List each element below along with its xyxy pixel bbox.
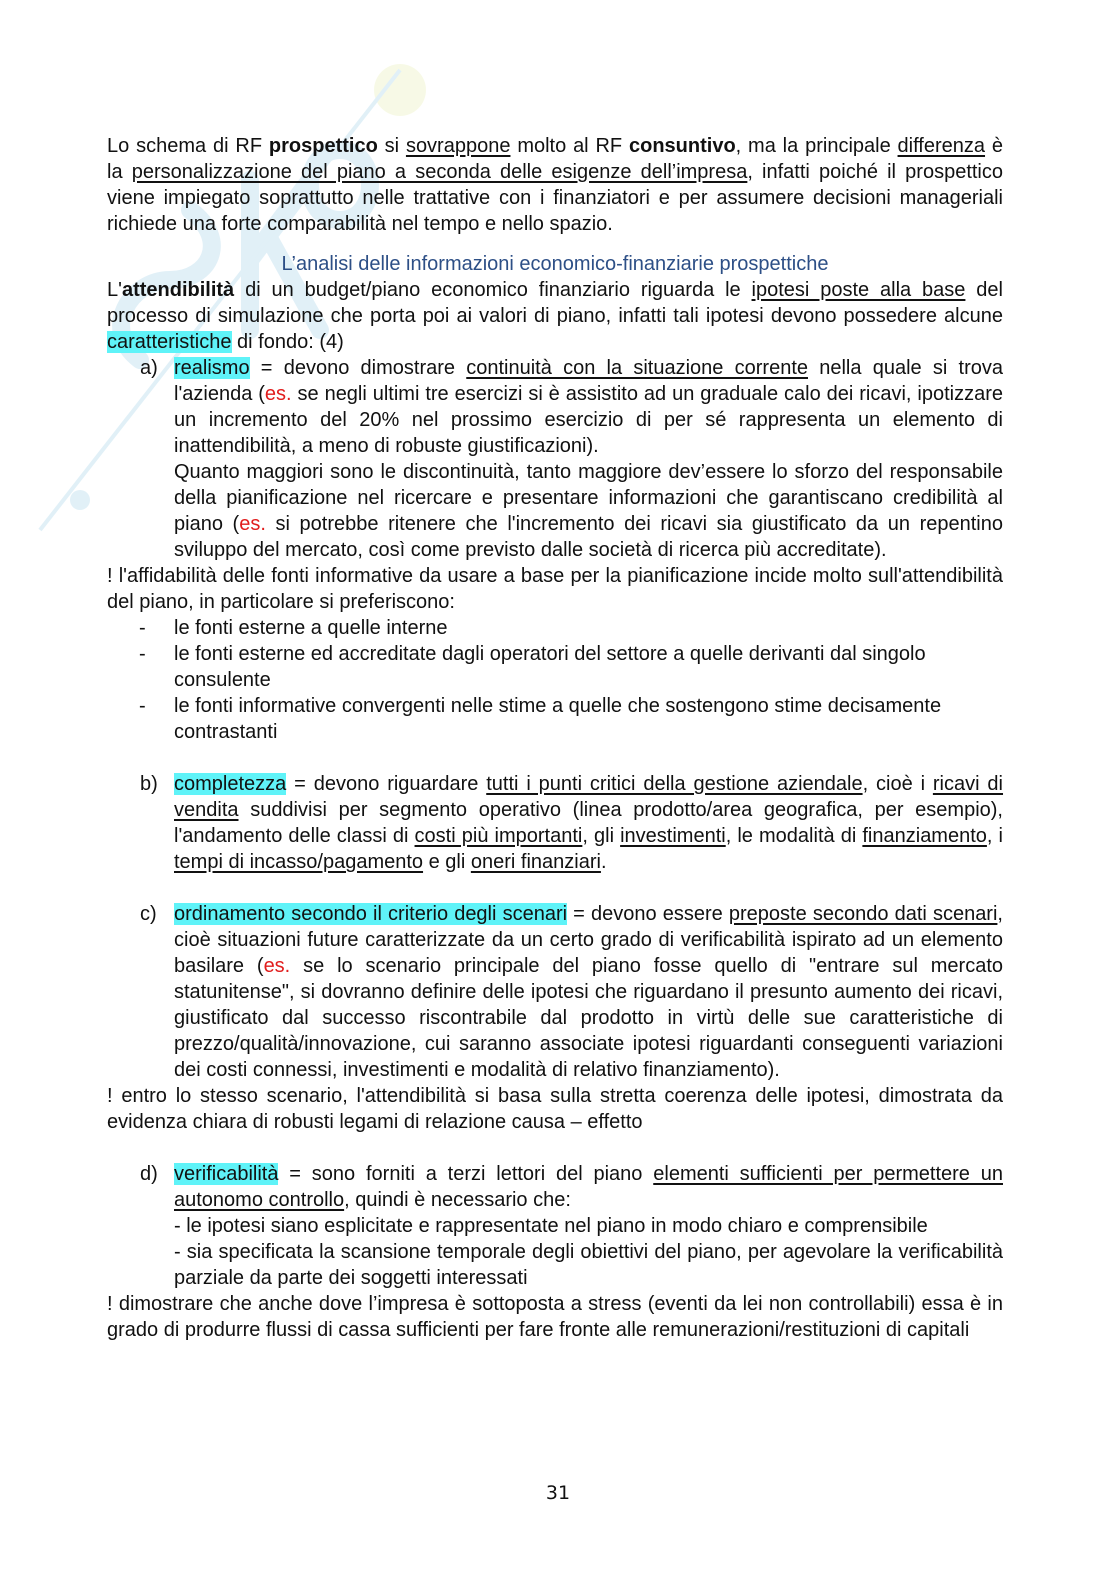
text: , cioè situazioni future caratterizzate da un certo grado di verificabilità ispirato ad un elemento basilare (: [174, 903, 1003, 977]
underlined-term: elementi sufficienti per permettere un autonomo controllo: [174, 1163, 1003, 1211]
item-b-text: [174, 771, 1003, 875]
underlined-term: costi più importanti: [414, 825, 583, 847]
text: L': [107, 279, 122, 301]
dash-bullet: -: [139, 643, 146, 665]
spacer: [107, 875, 1003, 901]
underlined-term: oneri finanziari: [470, 851, 601, 873]
text: e gli: [423, 851, 471, 873]
underlined-term: ricavi di vendita: [174, 773, 1004, 821]
note-fonti: ! l'affidabilità delle fonti informative da usare a base per la pianificazione incide molto sull'attendibilità del piano, in particolare si preferiscono:: [107, 565, 1003, 613]
note-stress: ! dimostrare che anche dove l’impresa è sottoposta a stress (eventi da lei non controllabili) essa è in grado di produrre flussi di cassa sufficienti per fare fronte alle remunerazioni/restituzioni di capitali: [107, 1293, 1003, 1341]
text: nella quale si trova l'azienda (: [174, 357, 1003, 405]
text: Quanto maggiori sono le discontinuità, tanto maggiore dev’essere lo sforzo del responsabile della pianificazione nel ricercare e presentare informazioni che garantiscano credibilità al piano (: [174, 461, 1003, 535]
underlined-term: investimenti: [620, 825, 726, 847]
text: = devono essere: [567, 903, 729, 925]
underlined-term: continuità con la situazione corrente: [466, 357, 808, 379]
text: è la: [107, 135, 1003, 183]
item-d-sub-2: - sia specificata la scansione temporale degli obiettivi del piano, per agevolare la verificabilità parziale da parte dei soggetti interessati: [174, 1241, 1003, 1289]
text: , ma la principale: [735, 135, 898, 157]
dash-bullet: -: [139, 695, 146, 717]
spacer: [107, 1135, 1003, 1161]
item-a-text: [174, 355, 1003, 459]
highlighted-term: completezza: [174, 773, 287, 795]
text: se negli ultimi tre esercizi si è assistito ad un graduale calo dei ricavi, ipotizzare un incremento del 20% nel prossimo esercizio di per sé rappresenta un elemento di inattendibilità, a meno di robuste giustificazioni).: [174, 383, 1003, 457]
text: , i: [986, 825, 1003, 847]
underlined-term: finanziamento: [862, 825, 987, 847]
text: , cioè i: [862, 773, 933, 795]
bold-term: consuntivo: [628, 135, 736, 157]
text: molto al RF: [510, 135, 629, 157]
list-label: b): [140, 773, 158, 795]
text: del processo di simulazione che porta poi ai valori di piano, infatti tali ipotesi devono possedere alcune: [107, 279, 1003, 327]
text: Lo schema di RF: [107, 135, 269, 157]
underlined-term: differenza: [897, 135, 986, 157]
text: .: [600, 851, 607, 873]
example-marker: es.: [263, 955, 291, 977]
item-d-sub-1: - le ipotesi siano esplicitate e rappresentate nel piano in modo chiaro e comprensibile: [174, 1215, 928, 1237]
text: le fonti esterne ed accreditate dagli operatori del settore a quelle derivanti dal singolo consulente: [174, 643, 926, 691]
highlighted-term: realismo: [174, 357, 250, 379]
list-label: a): [140, 357, 158, 379]
list-item-b: [107, 771, 1003, 875]
list-item-dash: [107, 641, 1003, 693]
list-item-dash: [107, 693, 1003, 745]
underlined-term: ipotesi poste alla base: [751, 279, 966, 301]
text: di un budget/piano economico finanziario riguarda le: [234, 279, 752, 301]
text: se lo scenario principale del piano fosse quello di "entrare sul mercato statunitense", si dovranno definire delle ipotesi che riguardano il presunto aumento dei ricavi, giustificato dal successo riscontrabile dal prodotto in virtù delle sue caratteristiche di prezzo/qualità/innovazione, cui saranno associate ipotesi riguardanti conseguenti variazioni dei costi connessi, investimenti e modalità di relativo finanziamento).: [174, 955, 1003, 1081]
text: le fonti esterne a quelle interne: [174, 617, 448, 639]
text: , infatti poiché il prospettico viene impiegato soprattutto nelle trattative con i finanziatori e per assumere decisioni manageriali richiede una forte comparabilità nel tempo e nello spazio.: [107, 161, 1003, 235]
text: , le modalità di: [725, 825, 863, 847]
paragraph-attendibilita: [107, 277, 1003, 355]
list-label: c): [140, 903, 157, 925]
page-number: 31: [545, 1482, 571, 1504]
text: le fonti informative convergenti nelle stime a quelle che sostengono stime decisamente contrastanti: [174, 695, 942, 743]
text: = devono riguardare: [286, 773, 487, 795]
list-label: d): [140, 1163, 158, 1185]
highlighted-term: verificabilità: [174, 1163, 279, 1185]
bold-term: prospettico: [268, 135, 378, 157]
text: si: [377, 135, 406, 157]
item-d-text: [174, 1161, 1003, 1213]
bold-term: attendibilità: [121, 279, 235, 301]
text: = devono dimostrare: [249, 357, 467, 379]
underlined-term: tutti i punti critici della gestione aziendale: [486, 773, 863, 795]
text: , quindi è necessario che:: [344, 1189, 571, 1211]
item-a-text-2: [174, 459, 1003, 563]
text: , gli: [582, 825, 621, 847]
list-item-c: [107, 901, 1003, 1083]
underlined-term: personalizzazione del piano a seconda delle esigenze dell’impresa: [131, 161, 748, 183]
list-item-a: [107, 355, 1003, 563]
item-c-text: [174, 901, 1003, 1083]
text: di fondo: (4): [231, 331, 344, 353]
spacer: [107, 745, 1003, 771]
text: si potrebbe ritenere che l'incremento dei ricavi sia giustificato da un repentino sviluppo del mercato, così come previsto dalle società di ricerca più accreditate).: [174, 513, 1003, 561]
list-item-dash: [107, 615, 1003, 641]
dash-bullet: -: [139, 617, 146, 639]
paragraph-intro: [107, 133, 1003, 237]
text: suddivisi per segmento operativo (linea prodotto/area geografica, per esempio), l'andamento delle classi di: [174, 799, 1003, 847]
highlighted-term: ordinamento secondo il criterio degli scenari: [174, 903, 568, 925]
text: = sono forniti a terzi lettori del piano: [278, 1163, 654, 1185]
list-item-d: [107, 1161, 1003, 1291]
note-scenario: ! entro lo stesso scenario, l'attendibilità si basa sulla stretta coerenza delle ipotesi, dimostrata da evidenza chiara di robusti legami di relazione causa – effetto: [107, 1085, 1003, 1133]
underlined-term: tempi di incasso/pagamento: [174, 851, 424, 873]
example-marker: es.: [239, 513, 266, 535]
example-marker: es.: [264, 383, 292, 405]
document-body: [107, 133, 1003, 1343]
highlighted-term: caratteristiche: [107, 331, 232, 353]
section-heading: L’analisi delle informazioni economico-finanziarie prospettiche: [281, 253, 829, 275]
underlined-term: sovrappone: [405, 135, 511, 157]
underlined-term: preposte secondo dati scenari: [728, 903, 998, 925]
